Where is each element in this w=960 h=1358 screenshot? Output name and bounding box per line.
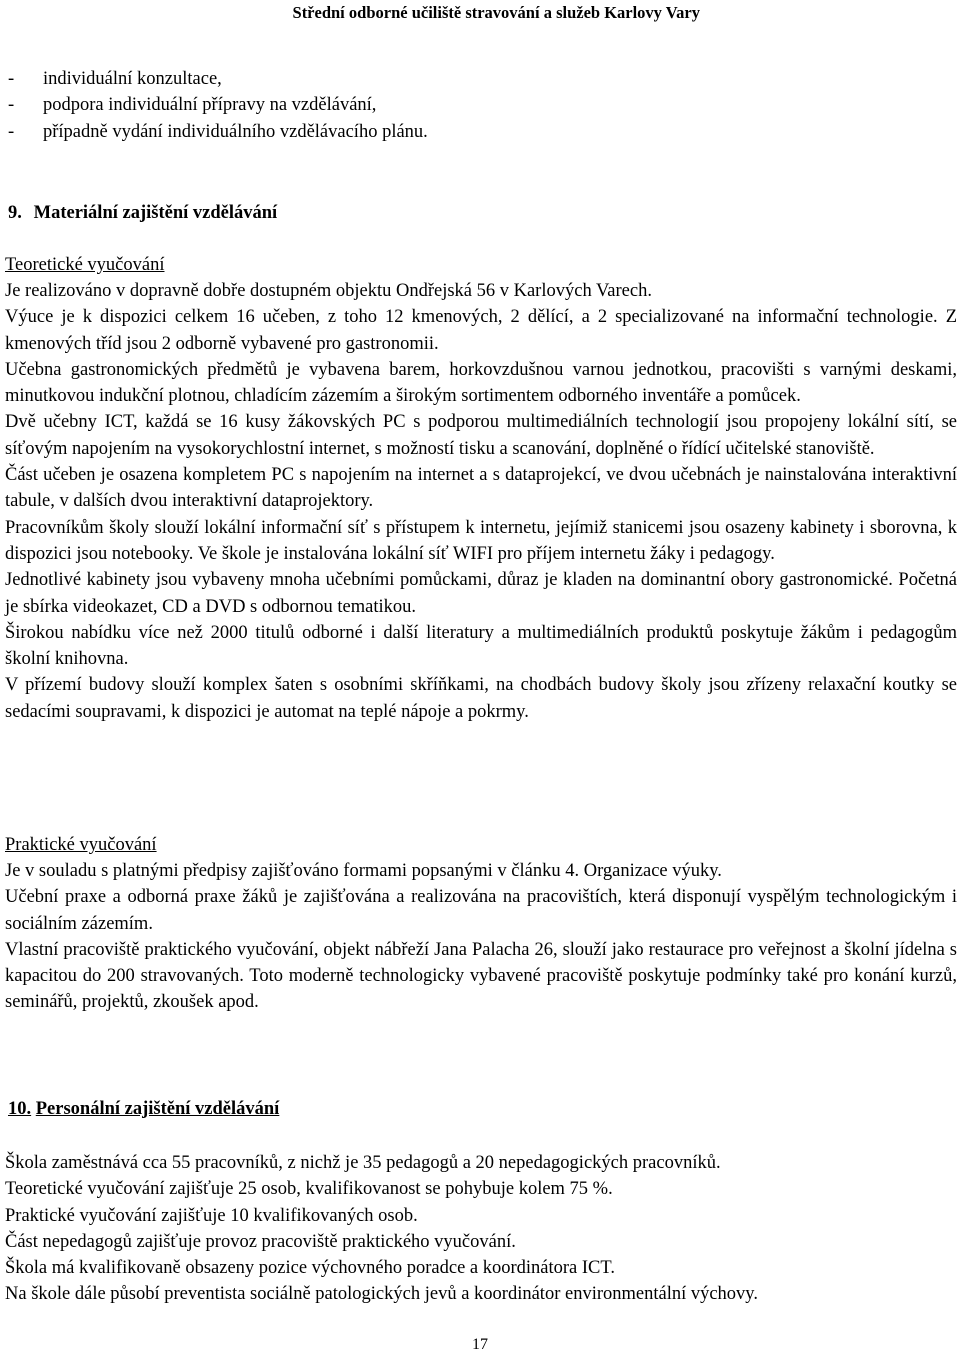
paragraph: Na škole dále působí preventista sociálně patologických jevů a koordinátor environmentální výchovy. xyxy=(5,1284,758,1305)
list-item-text: individuální konzultace, xyxy=(43,69,222,89)
page-number: 17 xyxy=(472,1336,488,1353)
section-title: Personální zajištění vzdělávání xyxy=(35,1099,280,1119)
paragraph: V přízemí budovy slouží komplex šaten s osobními skříňkami, na chodbách budovy školy jsou zřízeny relaxační koutky se sedacími soupravami, k dispozici je automat na teplé nápoje a pokrmy. xyxy=(5,675,957,722)
list-item xyxy=(8,66,948,92)
personnel-text xyxy=(5,1150,957,1308)
paragraph: Teoretické vyučování zajišťuje 25 osob, kvalifikovanost se pohybuje kolem 75 %. xyxy=(5,1179,613,1200)
paragraph: Je realizováno v dopravně dobře dostupném objektu Ondřejská 56 v Karlových Varech. xyxy=(5,281,652,301)
paragraph: Škola má kvalifikovaně obsazeny pozice výchovného poradce a koordinátora ICT. xyxy=(5,1258,615,1279)
theory-subheading: Teoretické vyučování xyxy=(5,255,165,275)
section-10-heading xyxy=(8,1096,279,1122)
paragraph: Jednotlivé kabinety jsou vybaveny mnoha učebními pomůckami, důraz je kladen na dominantní obory gastronomické. Početná je sbírka videokazet, CD a DVD s odbornou tematikou. xyxy=(5,570,957,617)
list-dash: - xyxy=(8,69,15,89)
paragraph: Vlastní pracoviště praktického vyučování, objekt nábřeží Jana Palacha 26, slouží jako restaurace pro veřejnost a školní jídelna s kapacitou do 200 stravovaných. Toto moderně technologicky vybavené pracoviště poskytuje podmínky také pro konání kurzů, seminářů, projektů, zkoušek apod. xyxy=(5,939,957,1013)
section-number: 9. xyxy=(8,203,22,223)
paragraph: Je v souladu s platnými předpisy zajišťováno formami popsanými v článku 4. Organizace výuky. xyxy=(5,861,722,881)
paragraph: Část učeben je osazena kompletem PC s napojením na internet a s dataprojekcí, ve dvou učebnách je nainstalována interaktivní tabule, v dalších dvou interaktivní dataprojektory. xyxy=(5,465,957,512)
paragraph: Učebna gastronomických předmětů je vybavena barem, horkovzdušnou varnou jednotkou, pracovišti s varnými deskami, minutkovou indukční plotnou, chladícím zázemím a širokým sortimentem odborného inventáře a pomůcek. xyxy=(5,359,957,407)
page-header: Střední odborné učiliště stravování a služeb Karlovy Vary xyxy=(292,3,700,22)
bullet-list xyxy=(8,66,948,145)
list-item xyxy=(8,119,948,145)
paragraph: Výuce je k dispozici celkem 16 učeben, z toho 12 kmenových, 2 dělící, a 2 specializované na informační technologie. Z kmenových tříd jsou 2 odborně vybavené pro gastronomii. xyxy=(5,307,957,354)
section-number: 10. xyxy=(8,1099,32,1119)
paragraph: Učební praxe a odborná praxe žáků je zajišťována a realizována na pracovištích, která disponují vyspělým technologickým i sociálním zázemím. xyxy=(5,887,957,934)
list-item-text: případně vydání individuálního vzdělávacího plánu. xyxy=(43,121,428,142)
paragraph: Pracovníkům školy slouží lokální informační síť s přístupem k internetu, jejímiž stanicemi jsou osazeny kabinety i sborovna, k dispozici jsou notebooky. Ve škole je instalována lokální síť WIFI pro příjem internetu žáky i pedagogy. xyxy=(5,517,957,564)
list-dash: - xyxy=(8,121,15,142)
list-dash: - xyxy=(8,95,15,116)
paragraph: Část nepedagogů zajišťuje provoz pracoviště praktického vyučování. xyxy=(5,1231,516,1252)
paragraph: Širokou nabídku více než 2000 titulů odborné i další literatury a multimediálních produktů poskytuje žákům i pedagogům školní knihovna. xyxy=(5,622,957,670)
theory-text xyxy=(5,278,957,725)
practice-text xyxy=(5,858,957,1016)
list-item xyxy=(8,92,948,118)
section-title: Materiální zajištění vzdělávání xyxy=(33,203,278,223)
paragraph: Dvě učebny ICT, každá se 16 kusy žákovských PC s podporou multimediálních technologií jsou propojeny lokální sítí, se síťovým napojením na vysokorychlostní internet, s možností tisku a scanování, doplněné o řídící učitelské stanoviště. xyxy=(5,412,957,459)
paragraph: Praktické vyučování zajišťuje 10 kvalifikovaných osob. xyxy=(5,1205,418,1226)
list-item-text: podpora individuální přípravy na vzdělávání, xyxy=(43,95,377,116)
section-9-heading xyxy=(8,200,277,226)
paragraph: Škola zaměstnává cca 55 pracovníků, z nichž je 35 pedagogů a 20 nepedagogických pracovníků. xyxy=(5,1153,721,1173)
practice-subheading: Praktické vyučování xyxy=(5,835,157,855)
